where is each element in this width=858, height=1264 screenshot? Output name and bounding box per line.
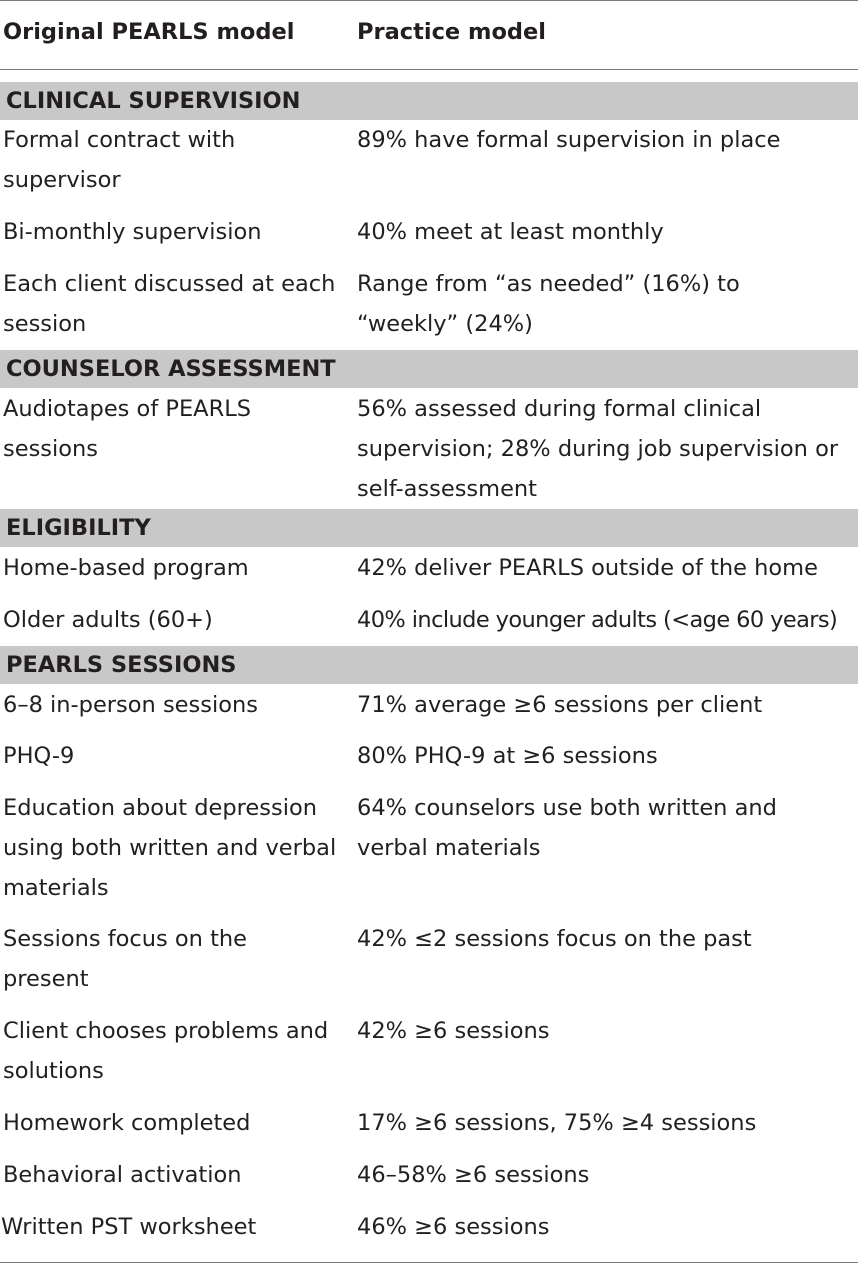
section-title: PEARLS SESSIONS (6, 652, 237, 678)
table-row-original: 6–8 in-person sessions (3, 692, 258, 718)
table-row-practice: Range from “as needed” (16%) to “weekly” (24%) (357, 271, 740, 337)
table-row-practice: 46–58% ≥6 sessions (357, 1162, 590, 1188)
table-row-original: Bi-monthly supervision (3, 219, 262, 245)
section-counselor-assessment (0, 350, 858, 388)
section-title: COUNSELOR ASSESSMENT (6, 356, 336, 382)
table-row-original: Home-based program (3, 555, 249, 581)
table-row-original: Homework completed (3, 1110, 251, 1136)
table-row-original: Audiotapes of PEARLS sessions (3, 396, 252, 462)
table-row-practice: 71% average ≥6 sessions per client (357, 692, 763, 718)
table-row-original: Sessions focus on the present (3, 926, 248, 992)
table-row-original: Client chooses problems and solutions (3, 1018, 329, 1084)
table-row-practice: 89% have formal supervision in place (357, 127, 781, 153)
table-row-practice: 42% ≤2 sessions focus on the past (357, 926, 752, 952)
table-row-practice: 40% meet at least monthly (357, 219, 664, 245)
table-row-practice: 42% deliver PEARLS outside of the home (357, 555, 818, 581)
column-header-practice: Practice model (357, 19, 546, 45)
section-eligibility (0, 509, 858, 547)
header-rule (0, 69, 858, 70)
table-row-practice: 56% assessed during formal clinical supervision; 28% during job supervision or self-assessment (357, 396, 839, 502)
table-row-original: Behavioral activation (3, 1162, 242, 1188)
table-row-original: Written PST worksheet (1, 1214, 257, 1240)
table-row-original: Education about depression using both written and verbal materials (3, 795, 337, 901)
table-row-practice: 64% counselors use both written and verbal materials (357, 795, 777, 861)
section-clinical-supervision (0, 82, 858, 120)
table-top-rule (0, 0, 858, 1)
table-row-original: PHQ-9 (3, 743, 75, 769)
table-row-practice: 80% PHQ-9 at ≥6 sessions (357, 743, 658, 769)
table-row-practice: 46% ≥6 sessions (357, 1214, 550, 1240)
section-pearls-sessions (0, 646, 858, 684)
section-title: ELIGIBILITY (6, 515, 151, 541)
table-row-practice: 42% ≥6 sessions (357, 1018, 550, 1044)
table-row-practice: 17% ≥6 sessions, 75% ≥4 sessions (357, 1110, 757, 1136)
table-row-original: Each client discussed at each session (3, 271, 336, 337)
column-header-original: Original PEARLS model (3, 19, 295, 45)
section-title: CLINICAL SUPERVISION (6, 88, 301, 114)
table-row-practice: 40% include younger adults (<age 60 years) (357, 607, 838, 633)
table-bottom-rule (0, 1262, 858, 1263)
table-row-original: Older adults (60+) (3, 607, 213, 633)
table-row-original: Formal contract with supervisor (3, 127, 236, 193)
